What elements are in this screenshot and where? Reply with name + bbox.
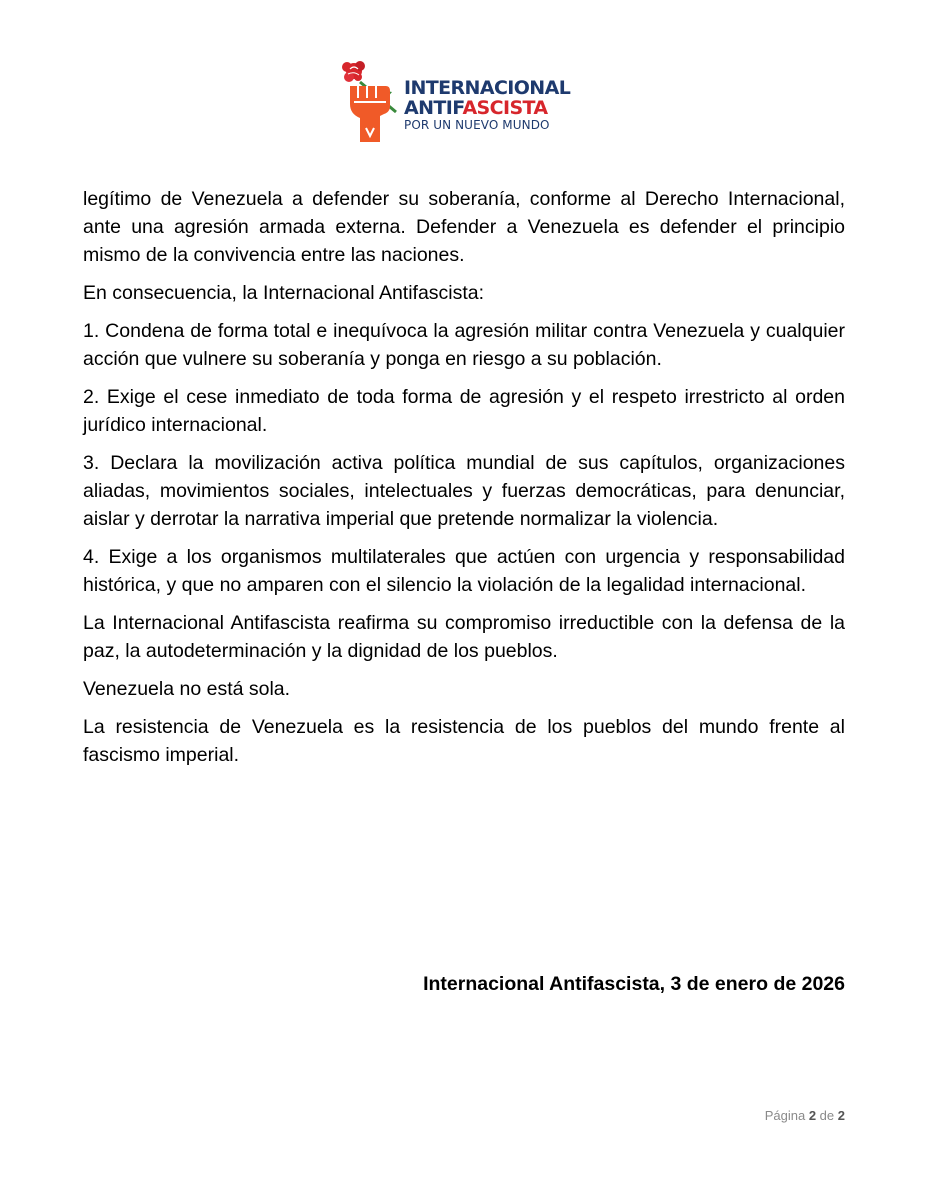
paragraph-resistance: La resistencia de Venezuela es la resistencia de los pueblos del mundo frente al fascismo imperial. — [83, 716, 845, 766]
raised-fist-with-carnation-icon — [336, 58, 400, 144]
paragraph-point-1: 1. Condena de forma total e inequívoca la agresión militar contra Venezuela y cualquier acción que vulnere su soberanía y ponga en riesgo a su población. — [83, 320, 845, 370]
paragraph-reaffirmation: La Internacional Antifascista reafirma su compromiso irreductible con la defensa de la paz, la autodeterminación y la dignidad de los pueblos. — [83, 612, 845, 662]
paragraph-not-alone: Venezuela no está sola. — [83, 678, 291, 700]
paragraph-point-3: 3. Declara la movilización activa política mundial de sus capítulos, organizaciones aliadas, movimientos sociales, intelectuales y fuerzas democráticas, para denunciar, aislar y derrotar la narrativa imperial que pretende normalizar la violencia. — [83, 452, 845, 530]
paragraph-consequence: En consecuencia, la Internacional Antifascista: — [83, 282, 485, 304]
paragraph-point-4: 4. Exige a los organismos multilaterales que actúen con urgencia y responsabilidad histórica, y que no amparen con el silencio la violación de la legalidad internacional. — [83, 546, 845, 596]
page-of: de — [819, 1108, 835, 1123]
page-total: 2 — [837, 1108, 845, 1123]
logo-line-antifascista — [404, 98, 604, 118]
logo-line-antifascista-part2: ASCISTA — [462, 97, 548, 119]
logo-tagline: POR UN NUEVO MUNDO — [404, 118, 550, 132]
logo-line-antifascista-part1: ANTIF — [404, 97, 463, 119]
page-number — [765, 1108, 845, 1123]
fist-icon — [350, 86, 390, 142]
document-body — [83, 185, 845, 779]
paragraph-point-2: 2. Exige el cese inmediato de toda forma de agresión y el respeto irrestricto al orden jurídico internacional. — [83, 386, 845, 436]
page-label: Página — [764, 1108, 806, 1123]
logo-line-internacional: INTERNACIONAL — [404, 77, 571, 99]
logo-wordmark — [404, 78, 604, 133]
page-current: 2 — [808, 1108, 817, 1123]
paragraph-intro-continuation: legítimo de Venezuela a defender su soberanía, conforme al Derecho Internacional, ante una agresión armada externa. Defender a Venezuela es defender el principio mismo de la convivencia entre las naciones. — [83, 188, 845, 266]
organization-logo — [336, 58, 596, 144]
signature-line: Internacional Antifascista, 3 de enero de 2026 — [423, 973, 845, 995]
